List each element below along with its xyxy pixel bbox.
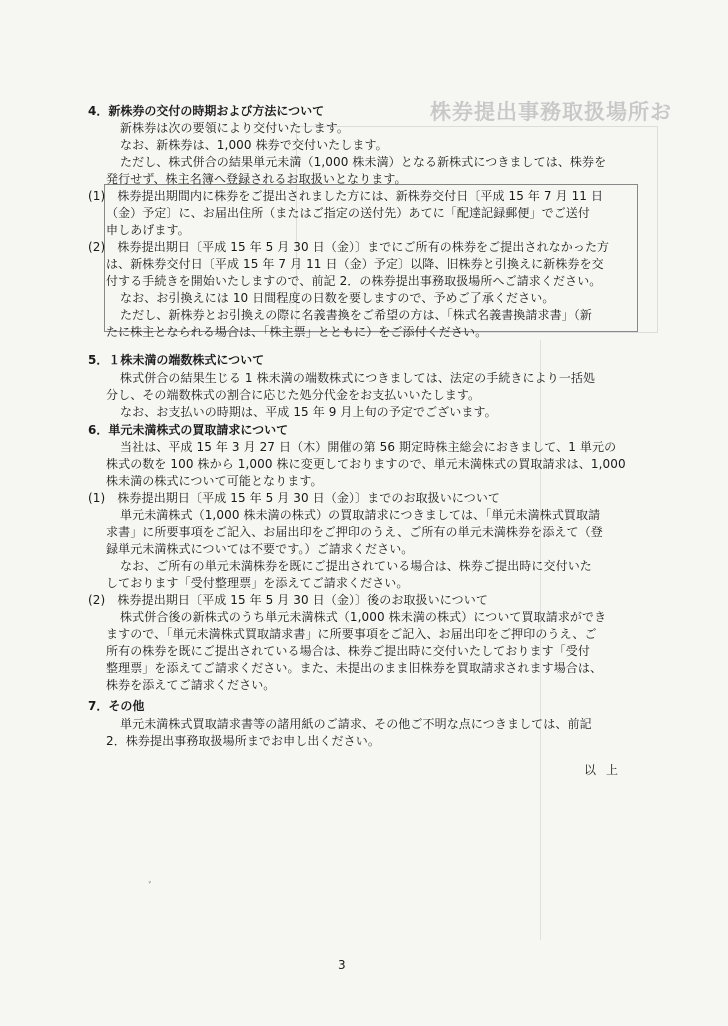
section-6-line: しております「受付整理票」を添えてご請求ください。 [106, 576, 409, 590]
section-7-line: 単元未満株式買取請求書等の諸用紙のご請求、その他ご不明な点につきましては、前記 [120, 717, 592, 731]
section-6-line: 株式の数を 100 株から 1,000 株に変更しておりますので、単元未満株式の買取請求は、1,000 [106, 457, 626, 471]
section-6-line: 株未満の株式について可能となります。 [106, 474, 323, 488]
section-6-line: 整理票」を添えてご請求ください。また、未提出のまま旧株券を買取請求されます場合は、 [106, 661, 603, 675]
section-4-line: は、新株券交付日〔平成 15 年 7 月 11 日（金）予定〕以降、旧株券と引換えに新株券を交 [106, 257, 604, 271]
section-5-line: 分し、その端数株式の割合に応じた処分代金をお支払いいたします。 [106, 388, 481, 402]
section-6-line: 求書」に所要事項をご記入、お届出印をご押印のうえ、ご所有の単元未満株券を添えて（登 [106, 525, 603, 539]
closing-remark: 以上 [584, 763, 629, 777]
section-5-line: 株式併合の結果生じる 1 株未満の端数株式につきましては、法定の手続きにより一括処 [120, 371, 596, 385]
section-4-item-1: (1) 株券提出期間内に株券をご提出されました方には、新株券交付日〔平成 15 年 7 月 11 日 [88, 189, 604, 203]
section-4-item-2: (2) 株券提出期日〔平成 15 年 5 月 30 日（金）〕までにご所有の株券をご提出されなかった方 [88, 240, 610, 254]
section-7-heading: 7．その他 [88, 699, 145, 713]
section-4-heading: 4．新株券の交付の時期および方法について [88, 104, 325, 118]
section-4-line: なお、お引換えには 10 日間程度の日数を要しますので、予めご了承ください。 [120, 291, 555, 305]
section-4-line: 新株券は次の要領により交付いたします。 [120, 121, 349, 135]
section-6-line: 当社は、平成 15 年 3 月 27 日（木）開催の第 56 期定時株主総会におきまして、1 単元の [120, 440, 617, 454]
stray-mark: ﾞ [148, 880, 154, 893]
section-6-line: 単元未満株式（1,000 株未満の株式）の買取請求につきましては、「単元未満株式買取請 [120, 508, 601, 522]
section-6-line: 株式併合後の新株式のうち単元未満株式（1,000 株未満の株式）について買取請求ができ [120, 610, 607, 624]
section-6-item-2: (2) 株券提出期日〔平成 15 年 5 月 30 日（金）〕後のお取扱いについて [88, 593, 488, 607]
section-6-heading: 6．単元未満株式の買取請求について [88, 423, 289, 437]
section-4-line: 発行せず、株主名簿へ登録されるお取扱いとなります。 [106, 172, 407, 186]
section-4-line: 付する手続きを開始いたしますので、前記 2．の株券提出事務取扱場所へご請求ください。 [106, 274, 602, 288]
section-4-line: ただし、新株券とお引換えの際に名義書換をご希望の方は、「株式名義書換請求書」（新 [120, 308, 593, 322]
section-4-line: ただし、株式併合の結果単元未満（1,000 株未満）となる新株式につきましては、株券を [120, 155, 607, 169]
section-6-line: ますので、「単元未満株式買取請求書」に所要事項をご記入、お届出印をご押印のうえ、ご [106, 627, 597, 641]
section-6-line: 株券を添えてご請求ください。 [106, 678, 276, 692]
page-number: 3 [338, 958, 346, 972]
section-5-line: なお、お支払いの時期は、平成 15 年 9 月上旬の予定でございます。 [120, 405, 497, 419]
section-6-item-1: (1) 株券提出期日〔平成 15 年 5 月 30 日（金）〕までのお取扱いについて [88, 491, 501, 505]
section-6-line: 録単元未満株式については不要です。）ご請求ください。 [106, 542, 414, 556]
section-7-line: 2．株券提出事務取扱場所までお申し出ください。 [106, 734, 380, 748]
section-4-line: たに株主となられる場合は、「株主票」とともに）をご添付ください。 [106, 325, 488, 339]
bleed-through-title: 株券提出事務取扱場所お [430, 100, 672, 124]
section-4-line: なお、新株券は、1,000 株券で交付いたします。 [120, 138, 388, 152]
section-4-line: （金）予定〕に、お届出住所（またはご指定の送付先）あてに「配達記録郵便」でご送付 [106, 206, 591, 220]
section-6-line: なお、ご所有の単元未満株券を既にご提出されている場合は、株券ご提出時に交付いた [120, 559, 592, 573]
section-6-line: 所有の株券を既にご提出されている場合は、株券ご提出時に交付いたしております「受付 [106, 644, 591, 658]
section-5-heading: 5．１株未満の端数株式について [88, 353, 265, 367]
section-4-line: 申しあげます。 [106, 223, 190, 237]
